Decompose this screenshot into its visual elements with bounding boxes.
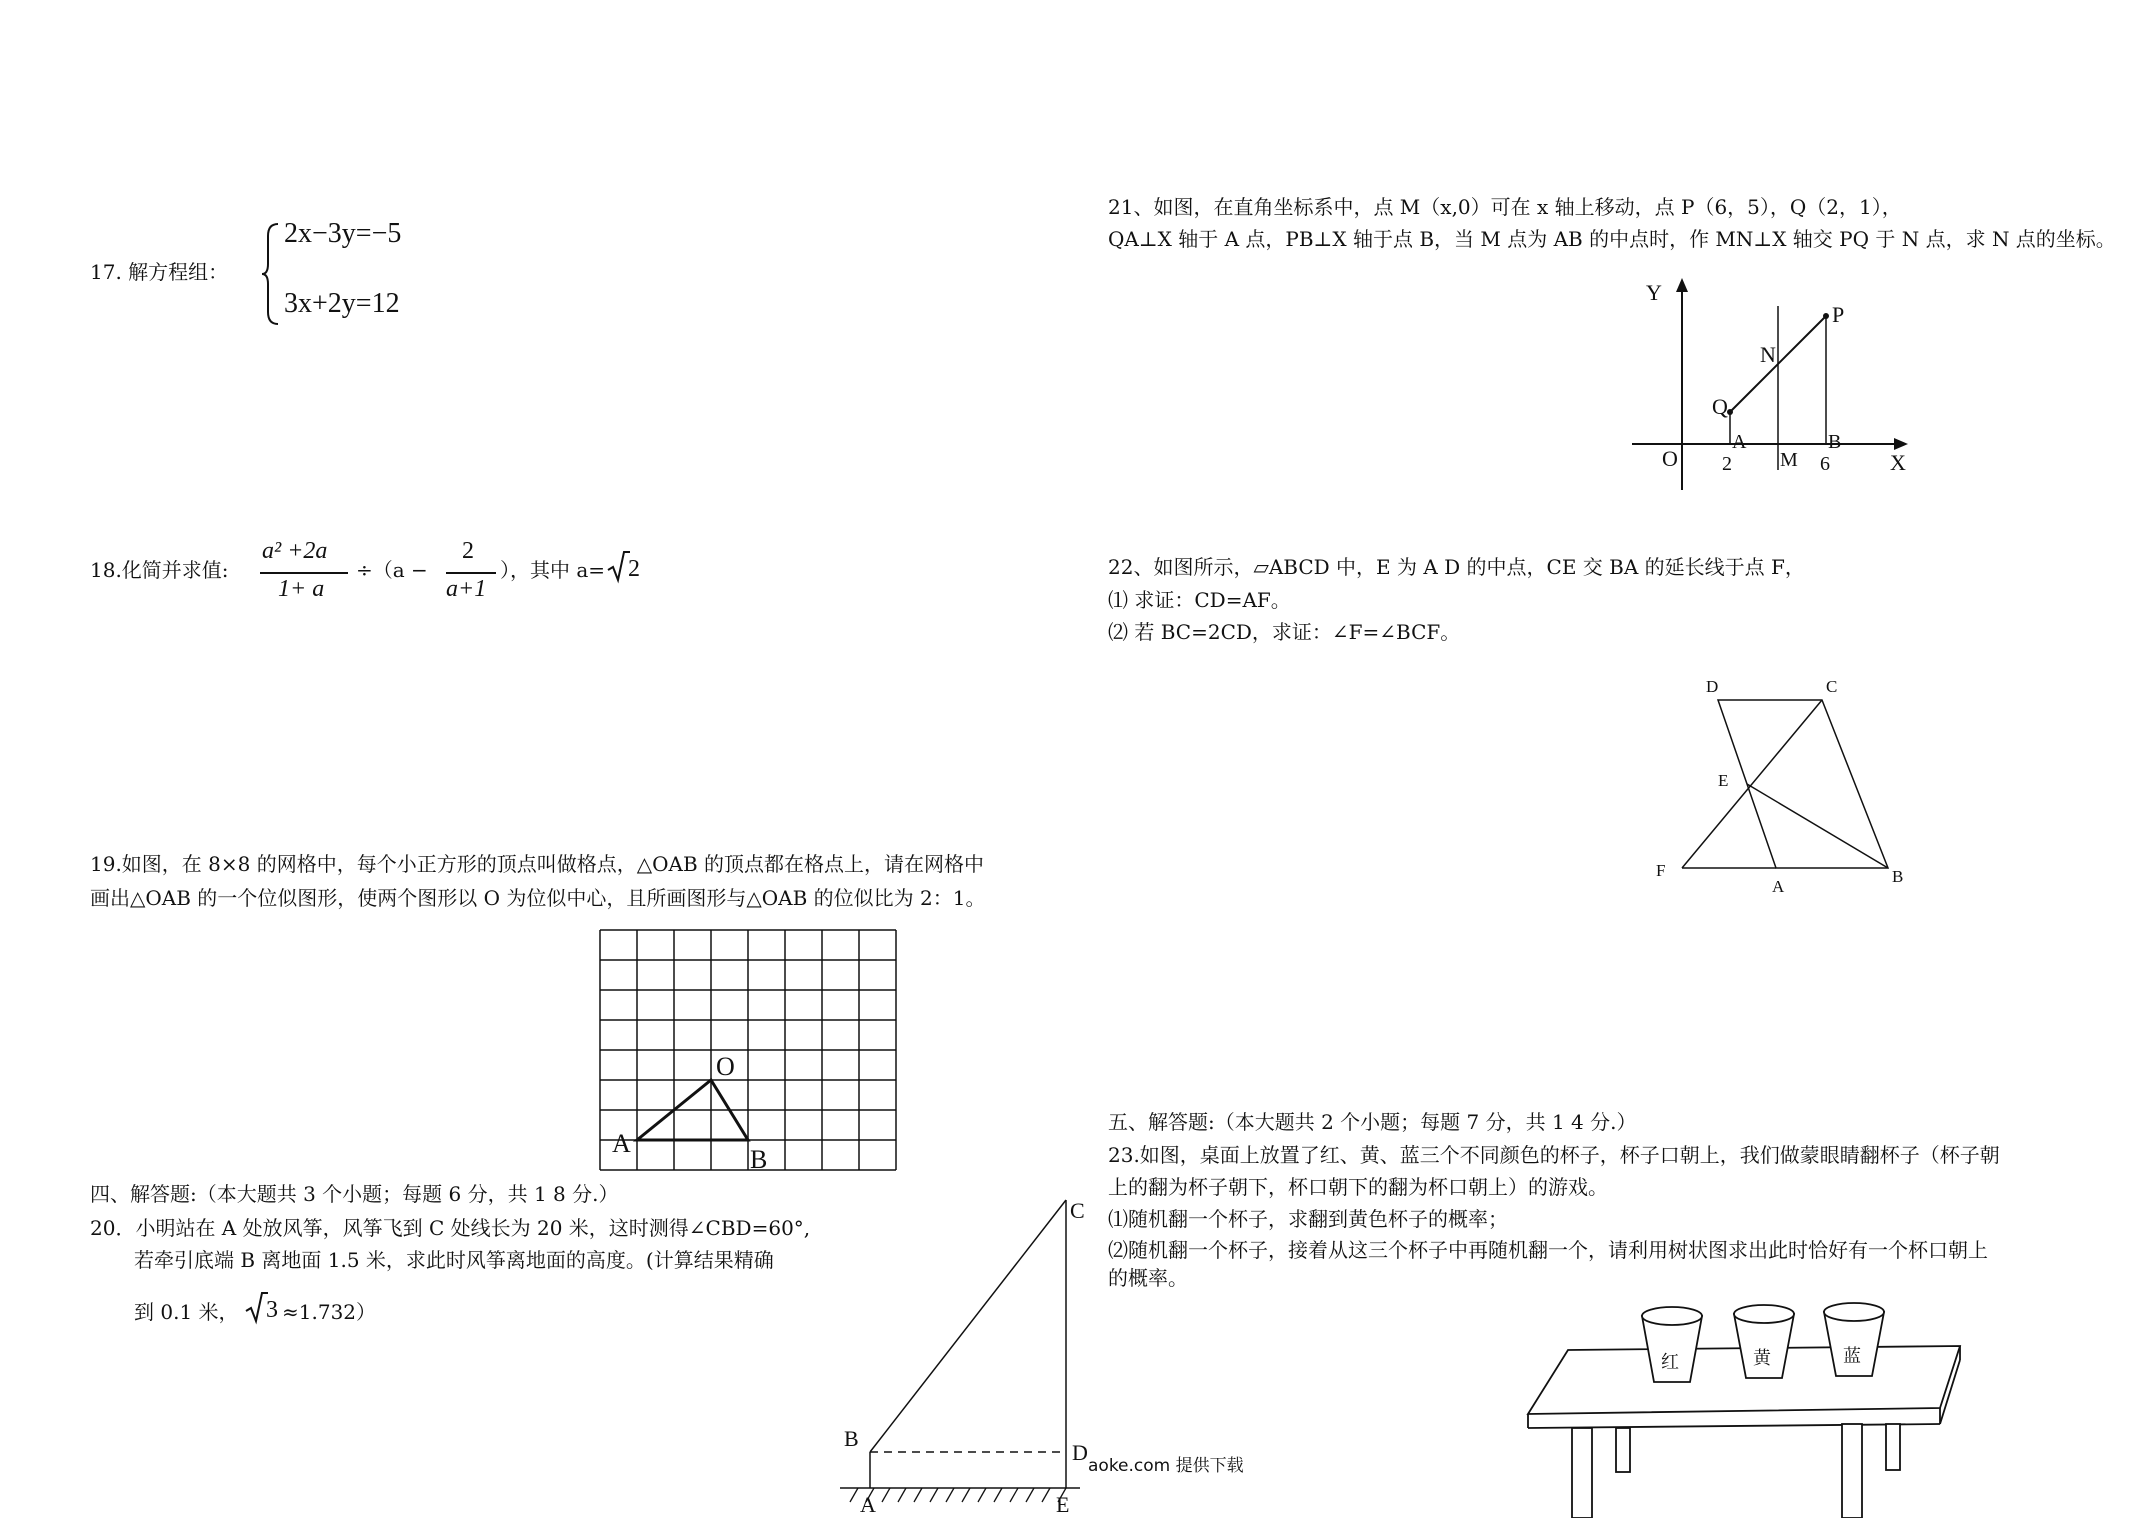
q21-label-a: A: [1732, 431, 1747, 453]
q21-label-q: Q: [1712, 394, 1728, 419]
q18-numerator: a² +2a: [262, 538, 328, 564]
q21-tick-6: 6: [1820, 453, 1830, 475]
q18-denominator: 1+ a: [278, 576, 325, 602]
q22-label-e: E: [1718, 771, 1729, 790]
q22-line-1: 22、如图所示，▱ABCD 中，E 为 A D 的中点，CE 交 BA 的延长线于点 F，: [1108, 555, 1805, 579]
q22-label-c: C: [1826, 677, 1838, 696]
q22-label-a: A: [1772, 877, 1785, 896]
q21-label-b: B: [1828, 431, 1842, 453]
q19-label-b: B: [750, 1145, 768, 1174]
cup-blue-label: 蓝: [1843, 1346, 1861, 1366]
q22-label-d: D: [1706, 677, 1719, 696]
q22-label-b: B: [1892, 867, 1904, 886]
q18-operator: ÷（a −: [356, 558, 428, 582]
q21-coordinate-figure: [1620, 270, 1920, 500]
q19-grid-figure: [600, 930, 900, 1174]
q20-line-1: 20．小明站在 A 处放风筝，风筝飞到 C 处线长为 20 米，这时测得∠CBD=60°,: [90, 1216, 811, 1240]
q20-kite-figure: [830, 1190, 1090, 1518]
section-4-heading: 四、解答题:（本大题共 3 个小题；每题 6 分，共 1 8 分.）: [90, 1182, 619, 1206]
q20-line-2: 若牵引底端 B 离地面 1.5 米，求此时风筝离地面的高度。(计算结果精确: [134, 1248, 774, 1272]
q18-denominator-2: a+1: [446, 576, 487, 602]
q20-line-3a: 到 0.1 米，: [134, 1300, 239, 1324]
q17-equation-2: 3x+2y=12: [284, 288, 400, 319]
q20-sqrt-sign: [246, 1291, 268, 1325]
q18-label: 18.化简并求值:: [90, 558, 229, 582]
q17-equation-1: 2x−3y=−5: [284, 218, 402, 249]
q18-numerator-2: 2: [462, 538, 474, 564]
q20-label-c: C: [1070, 1198, 1085, 1223]
q19-label-a: A: [612, 1129, 631, 1158]
q19-line-2: 画出△OAB 的一个位似图形，使两个图形以 O 为位似中心，且所画图形与△OAB 的位似比为 2：1。: [90, 886, 986, 910]
q22-parallelogram-figure: [1640, 670, 1920, 900]
q20-radicand: 3: [266, 1297, 278, 1323]
q20-label-b: B: [844, 1426, 859, 1451]
q18-fraction-bar-2: [446, 572, 496, 574]
cup-yellow-label: 黄: [1753, 1348, 1771, 1368]
q22-line-3: ⑵ 若 BC=2CD，求证：∠F=∠BCF。: [1108, 620, 1461, 644]
q21-label-n: N: [1760, 342, 1776, 367]
q22-label-f: F: [1656, 861, 1666, 880]
q20-label-a: A: [860, 1492, 876, 1517]
q23-line-5: 的概率。: [1108, 1266, 1188, 1290]
q17-brace: [262, 222, 282, 326]
q19-label-o: O: [716, 1052, 735, 1081]
q23-line-1: 23.如图，桌面上放置了红、黄、蓝三个不同颜色的杯子，杯子口朝上，我们做蒙眼睛翻杯子（杯子朝: [1108, 1143, 2000, 1167]
q20-label-e: E: [1056, 1492, 1070, 1517]
q21-axis-x-label: X: [1890, 450, 1906, 475]
q23-line-3: ⑴随机翻一个杯子，求翻到黄色杯子的概率；: [1108, 1207, 1508, 1231]
q21-label-p: P: [1832, 302, 1845, 327]
q21-label-m: M: [1780, 449, 1798, 471]
q23-line-2: 上的翻为杯子朝下，杯口朝下的翻为杯口朝上）的游戏。: [1108, 1175, 1608, 1199]
q21-line-1: 21、如图，在直角坐标系中，点 M（x,0）可在 x 轴上移动，点 P（6，5），Q（2，1），: [1108, 195, 1902, 219]
q19-line-1: 19.如图，在 8×8 的网格中，每个小正方形的顶点叫做格点，△OAB 的顶点都在格点上，请在网格中: [90, 852, 985, 876]
q17-label: 17. 解方程组：: [90, 260, 229, 284]
q18-sqrt-sign: [608, 550, 630, 584]
q21-axis-y-label: Y: [1646, 280, 1662, 305]
q21-line-2: QA⊥X 轴于 A 点，PB⊥X 轴于点 B，当 M 点为 AB 的中点时，作 MN⊥X 轴交 PQ 于 N 点，求 N 点的坐标。: [1108, 227, 2116, 251]
q21-origin-label: O: [1662, 446, 1678, 471]
q22-line-2: ⑴ 求证：CD=AF。: [1108, 588, 1291, 612]
q20-label-d: D: [1072, 1440, 1088, 1465]
q18-radicand: 2: [628, 556, 640, 582]
q23-table-cups-figure: [1520, 1290, 1980, 1518]
footer-credit: aoke.com 提供下载: [1088, 1456, 1244, 1476]
q20-line-3b: ≈1.732）: [282, 1300, 377, 1324]
cup-red-label: 红: [1661, 1352, 1679, 1372]
q23-line-4: ⑵随机翻一个杯子，接着从这三个杯子中再随机翻一个，请利用树状图求出此时恰好有一个杯口朝上: [1108, 1238, 1988, 1262]
section-5-heading: 五、解答题:（本大题共 2 个小题；每题 7 分，共 1 4 分.）: [1108, 1110, 1637, 1134]
q18-tail: ），其中 a=: [500, 558, 606, 582]
q18-fraction-bar: [260, 572, 348, 574]
q21-tick-2: 2: [1722, 453, 1732, 475]
